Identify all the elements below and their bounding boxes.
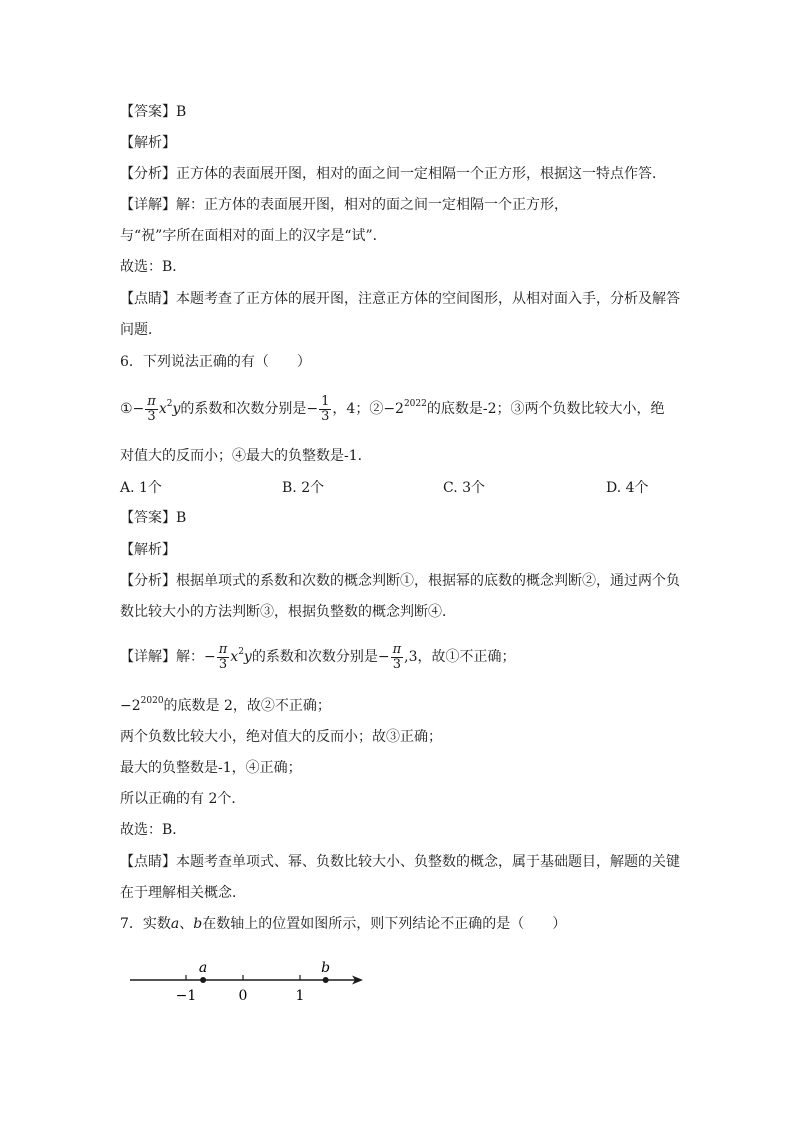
point-b: [323, 977, 329, 983]
q5-analysis-heading: 【解析】: [120, 135, 176, 151]
q6-comment-line-2: 在于理解相关概念．: [120, 885, 246, 901]
fraction-numerator: π: [218, 641, 228, 657]
point-a-label: a: [198, 960, 208, 976]
exponent: 2: [238, 647, 244, 657]
q6-comment-line-1: 【点睛】本题考查单项式、幂、负数比较大小、负整数的概念，属于基础题目，解题的关键: [120, 854, 680, 870]
q5-comment-line-1: 【点睛】本题考查了正方体的展开图，注意正方体的空间图形，从相对面入手，分析及解答: [120, 291, 680, 307]
fraction-numerator: π: [392, 641, 402, 657]
q5-choose: 故选：B．: [120, 259, 187, 275]
fraction-numerator: 1: [321, 393, 330, 409]
q6-analysis-line-1: 【分析】根据单项式的系数和次数的概念判断①，根据幂的底数的概念判断②，通过两个负: [120, 573, 680, 589]
number-line-figure: [125, 955, 385, 1015]
q7-stem: [120, 914, 566, 934]
point-a: [200, 977, 206, 983]
q6-detail-line-5: 所以正确的有 2个．: [120, 791, 246, 807]
var-b: b: [193, 916, 203, 932]
var-x: x: [230, 649, 239, 665]
fraction-1-over-3: [319, 395, 331, 424]
fraction-denominator: 3: [321, 408, 330, 424]
q5-detail-line-1: 【详解】解：正方体的表面展开图，相对的面之间一定相隔一个正方形，: [120, 197, 568, 213]
q6-stem: 6．下列说法正确的有（ ）: [120, 354, 311, 370]
fraction-pi-over-3: [145, 395, 158, 424]
fraction-pi-over-3: [391, 643, 404, 672]
fraction-numerator: π: [147, 393, 156, 409]
fraction-pi-over-3: [217, 643, 230, 672]
axis-tick-label: −1: [175, 988, 197, 1004]
q6-answer: 【答案】B: [120, 510, 187, 526]
var-y: y: [243, 649, 252, 665]
q6-d2-rest: 的底数是 2，故②不正确；: [163, 698, 331, 714]
var-a: a: [170, 916, 180, 932]
q6-detail-line-1: [120, 640, 515, 674]
q6-detail-end: ,3，故①不正确；: [404, 649, 516, 665]
q5-analysis-text: 【分析】正方体的表面展开图，相对的面之间一定相隔一个正方形，根据这一特点作答．: [120, 166, 666, 182]
q6-s1-after: ，4；②−2: [332, 401, 404, 417]
q6-analysis-heading: 【解析】: [120, 542, 176, 558]
exponent: 2: [166, 399, 173, 409]
q6-analysis-line-2: 数比较大小的方法判断③，根据负整数的概念判断④．: [120, 604, 456, 620]
axis-tick-label: 1: [295, 988, 305, 1004]
point-b-label: b: [321, 960, 331, 976]
q5-detail-line-2: 与“祝”字所在面相对的面上的汉字是“试”．: [120, 228, 387, 244]
option-b: B. 2个: [282, 480, 325, 496]
q6-detail-start: 【详解】解：−: [120, 649, 216, 665]
fraction-denominator: 3: [218, 656, 228, 672]
q7-stem-start: 7．实数: [120, 916, 171, 932]
option-c: C. 3个: [443, 480, 486, 496]
q5-answer: 【答案】B: [120, 104, 187, 120]
q7-stem-end: 在数轴上的位置如图所示，则下列结论不正确的是（ ）: [202, 916, 567, 932]
q6-detail-line-2: [120, 696, 331, 716]
fraction-denominator: 3: [392, 656, 401, 672]
q6-s1-mid: 的系数和次数分别是−: [180, 401, 319, 417]
option-a: A. 1个: [120, 480, 162, 496]
q6-s1-start: ①−: [120, 401, 145, 417]
var-x: x: [158, 401, 167, 417]
q6-detail-line-3: 两个负数比较大小，绝对值大的反而小；故③正确；: [120, 729, 442, 745]
q6-d2-base: −2: [120, 698, 141, 714]
exponent-2020: 2020: [140, 696, 164, 706]
fraction-denominator: 3: [147, 408, 156, 424]
option-d: D. 4个: [606, 480, 649, 496]
q6-s1-end: 的底数是-2；③两个负数比较大小，绝: [426, 401, 665, 417]
q6-detail-mid: 的系数和次数分别是−: [251, 649, 390, 665]
exponent-2022: 2022: [403, 399, 427, 409]
axis-tick-label: 0: [238, 988, 248, 1004]
q6-choose: 故选：B．: [120, 822, 187, 838]
q6-statement-line-1: [120, 392, 665, 426]
q6-statement-line-2: 对值大的反而小；④最大的负整数是-1．: [120, 448, 372, 464]
q7-sep: 、: [179, 916, 194, 932]
var-y: y: [172, 401, 181, 417]
q6-detail-line-4: 最大的负整数是-1，④正确；: [120, 760, 302, 776]
q5-comment-line-2: 问题．: [120, 322, 162, 338]
